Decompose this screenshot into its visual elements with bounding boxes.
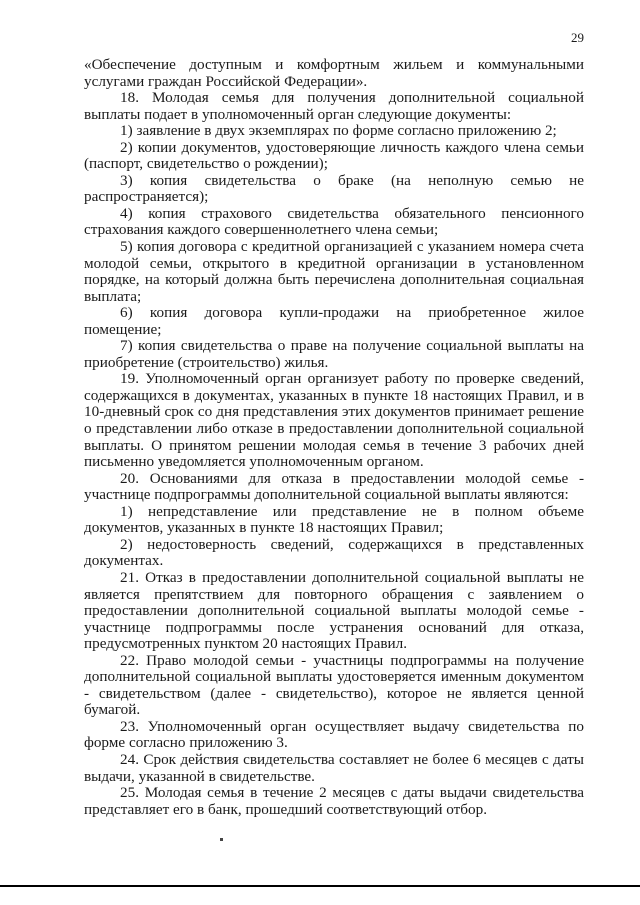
paragraph-19: 19. Уполномоченный орган организует работу по проверке сведений, содержащихся в документах, указанных в пункте 18 настоящих Правил, и в 10-дневный срок со дня представления этих документов принимает решение о представлении либо отказе в предоставлении дополнительной социальной выплаты. О принятом решении молодая семья в течение 3 рабочих дней письменно уведомляется уполномоченным органом. [84, 370, 584, 471]
paragraph-22: 22. Право молодой семьи - участницы подпрограммы на получение дополнительной социальной выплаты удостоверяется именным документом - свидетельством (далее - свидетельство), которое не является ценной бумагой. [84, 651, 584, 719]
list-item-18-1: 1) заявление в двух экземплярах по форме согласно приложению 2; [120, 122, 557, 140]
list-item-20-1: 1) непредставление или представление не в полном объеме документов, указанных в пункте 18 настоящих Правил; [84, 502, 584, 537]
list-item-18-7: 7) копия свидетельства о праве на получение социальной выплаты на приобретение (строительство) жилья. [84, 337, 584, 371]
paragraph-21: 21. Отказ в предоставлении дополнительной социальной выплаты не является препятствием для повторного обращения с заявлением о предоставлении дополнительной социальной выплаты молодой семье - участнице подпрограммы после устранения оснований для отказа, предусмотренных пунктом 20 настоящих Правил. [84, 568, 584, 653]
paragraph-23: 23. Уполномоченный орган осуществляет выдачу свидетельства по форме согласно приложению 3. [84, 717, 584, 752]
paragraph-24: 24. Срок действия свидетельства составляет не более 6 месяцев с даты выдачи, указанной в свидетельстве. [84, 750, 584, 785]
list-item-18-6: 6) копия договора купли-продажи на приобретенное жилое помещение; [84, 304, 584, 338]
list-item-20-2: 2) недостоверность сведений, содержащихся в представленных документах. [84, 535, 584, 570]
list-item-18-5: 5) копия договора с кредитной организацией с указанием номера счета молодой семьи, открытого в кредитной организации в установленном порядке, на который должна быть перечислена дополнительная социальная выплата; [84, 238, 584, 305]
paragraph-25: 25. Молодая семья в течение 2 месяцев с даты выдачи свидетельства представляет его в банк, прошедший соответствующий отбор. [84, 784, 584, 818]
paragraph-18: 18. Молодая семья для получения дополнительной социальной выплаты подает в уполномоченный орган следующие документы: [84, 89, 584, 123]
list-item-18-3: 3) копия свидетельства о браке (на неполную семью не распространяется); [84, 171, 584, 206]
document-body [84, 57, 584, 818]
paragraph-program-name: «Обеспечение доступным и комфортным жильем и коммунальными услугами граждан Российской Федерации». [84, 56, 584, 90]
list-item-18-4: 4) копия страхового свидетельства обязательного пенсионного страхования каждого совершеннолетнего члена семьи; [84, 204, 584, 239]
scan-speck [220, 838, 223, 841]
paragraph-20: 20. Основаниями для отказа в предоставлении молодой семье - участнице подпрограммы дополнительной социальной выплаты являются: [84, 469, 584, 504]
page-number: 29 [571, 30, 584, 45]
scan-edge-line [0, 885, 640, 887]
list-item-18-2: 2) копии документов, удостоверяющие личность каждого члена семьи (паспорт, свидетельство о рождении); [84, 138, 584, 173]
